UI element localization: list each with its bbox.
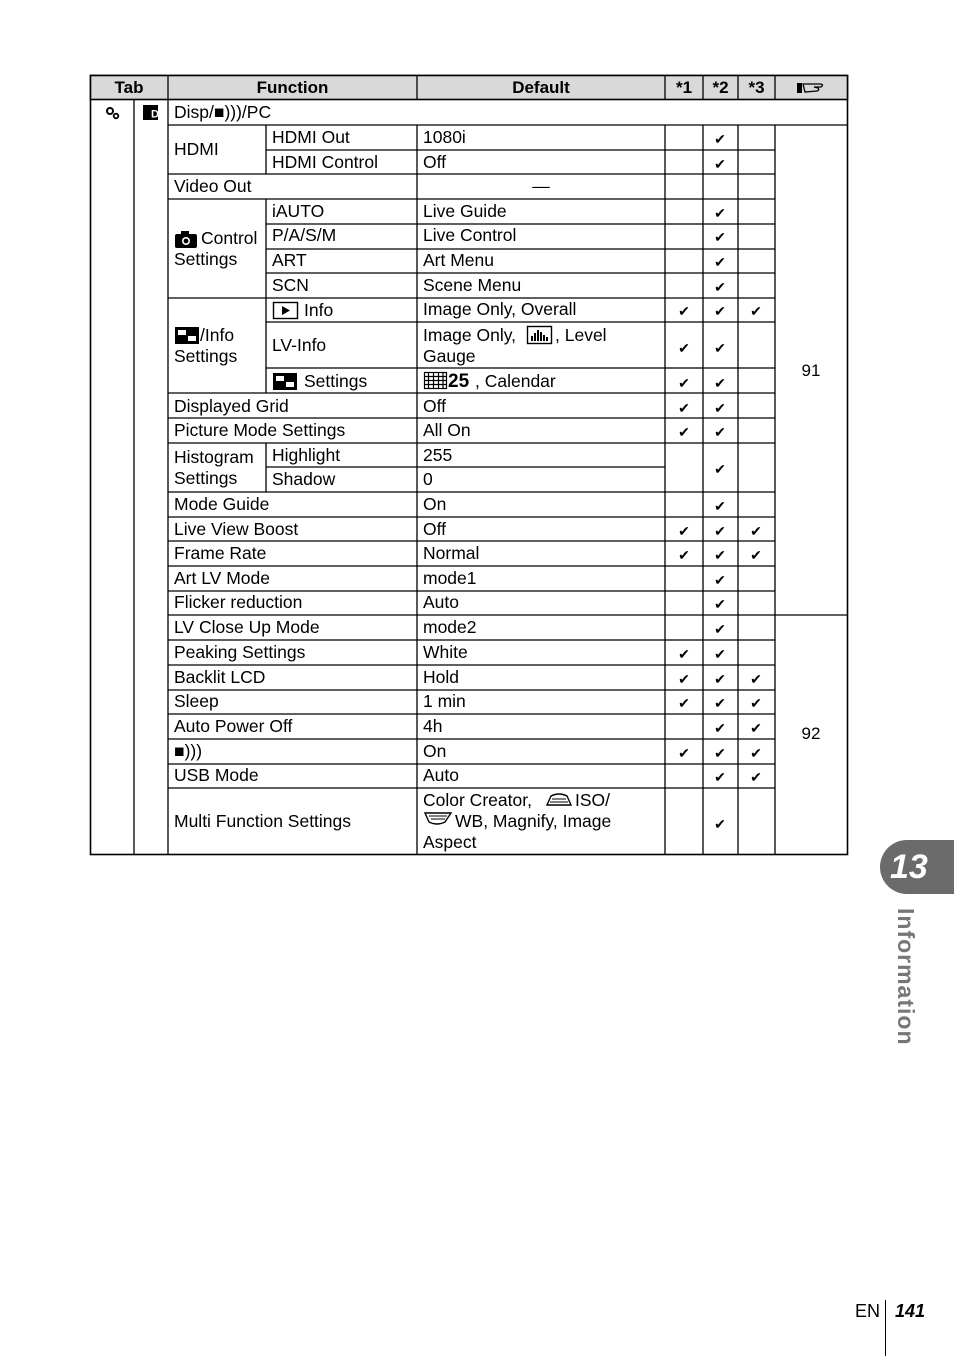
def-multi-d: Aspect bbox=[423, 832, 477, 852]
header-default: Default bbox=[512, 78, 570, 97]
check-mark: ✔ bbox=[714, 621, 726, 637]
footer-divider bbox=[885, 1300, 886, 1356]
check-mark: ✔ bbox=[678, 745, 690, 761]
fn-frame-rate: Frame Rate bbox=[174, 543, 267, 563]
fn-lv-boost: Live View Boost bbox=[174, 519, 299, 539]
check-mark: ✔ bbox=[714, 254, 726, 270]
fn-pasm: P/A/S/M bbox=[272, 225, 337, 245]
def-art-lv: mode1 bbox=[423, 568, 477, 588]
check-mark: ✔ bbox=[678, 646, 690, 662]
grid-display-icon bbox=[175, 327, 199, 344]
def-backlit: Hold bbox=[423, 667, 459, 687]
def-peaking: White bbox=[423, 642, 468, 662]
def-displayed-grid: Off bbox=[423, 396, 447, 416]
check-mark: ✔ bbox=[714, 671, 726, 687]
chapter-label: Information bbox=[893, 908, 919, 1046]
fn-shadow: Shadow bbox=[272, 469, 336, 489]
check-mark: ✔ bbox=[750, 720, 762, 736]
check-mark: ✔ bbox=[678, 523, 690, 539]
def-picture-mode: All On bbox=[423, 420, 471, 440]
page-ref-91: 91 bbox=[801, 361, 821, 380]
fn-auto-power: Auto Power Off bbox=[174, 716, 293, 736]
check-mark: ✔ bbox=[678, 695, 690, 711]
def-highlight: 255 bbox=[423, 445, 453, 465]
fn-info-group-settings: Settings bbox=[174, 346, 238, 366]
check-mark: ✔ bbox=[678, 340, 690, 356]
check-mark: ✔ bbox=[714, 523, 726, 539]
custom-menu-gear-icon bbox=[107, 108, 118, 118]
header-col3: *3 bbox=[748, 78, 765, 97]
fn-displayed-grid: Displayed Grid bbox=[174, 396, 289, 416]
check-mark: ✔ bbox=[714, 745, 726, 761]
submenu-d-icon bbox=[143, 105, 159, 121]
svg-text:D: D bbox=[151, 108, 159, 121]
fn-art-lv: Art LV Mode bbox=[174, 568, 270, 588]
def-hdmi-out: 1080i bbox=[423, 127, 466, 147]
check-mark: ✔ bbox=[714, 279, 726, 295]
fn-iauto: iAUTO bbox=[272, 201, 325, 221]
page-ref-92: 92 bbox=[801, 724, 821, 743]
fn-peaking: Peaking Settings bbox=[174, 642, 306, 662]
fn-control-settings: Settings bbox=[174, 249, 238, 269]
def-auto-power: 4h bbox=[423, 716, 443, 736]
def-sound: On bbox=[423, 741, 447, 761]
camera-icon bbox=[175, 231, 197, 248]
check-mark: ✔ bbox=[714, 375, 726, 391]
fn-backlit: Backlit LCD bbox=[174, 667, 266, 687]
fn-hdmi-control: HDMI Control bbox=[272, 152, 378, 172]
def-multi-c: WB, Magnify, Image bbox=[455, 811, 612, 831]
header-col1: *1 bbox=[675, 78, 693, 97]
fn-control: Control bbox=[201, 228, 258, 248]
check-mark: ✔ bbox=[750, 671, 762, 687]
header-col2: *2 bbox=[712, 78, 729, 97]
fn-lv-closeup: LV Close Up Mode bbox=[174, 617, 320, 637]
check-mark: ✔ bbox=[714, 816, 726, 832]
fn-sleep: Sleep bbox=[174, 691, 219, 711]
check-mark: ✔ bbox=[714, 769, 726, 785]
fn-grid-settings: Settings bbox=[304, 371, 368, 391]
grid-settings-icon bbox=[273, 373, 297, 390]
fn-picture-mode: Picture Mode Settings bbox=[174, 420, 346, 440]
page-number: 141 bbox=[895, 1301, 926, 1321]
check-mark: ✔ bbox=[750, 695, 762, 711]
def-multi-b: ISO/ bbox=[575, 790, 611, 810]
check-mark: ✔ bbox=[714, 646, 726, 662]
def-lv-info-c: Gauge bbox=[423, 346, 476, 366]
def-scn: Scene Menu bbox=[423, 275, 522, 295]
def-lv-info-a: Image Only, bbox=[423, 325, 517, 345]
check-mark: ✔ bbox=[714, 340, 726, 356]
check-mark: ✔ bbox=[714, 400, 726, 416]
histogram-icon bbox=[528, 327, 552, 344]
check-mark: ✔ bbox=[678, 424, 690, 440]
def-mode-guide: On bbox=[423, 494, 447, 514]
check-mark: ✔ bbox=[714, 205, 726, 221]
def-multi-a: Color Creator, bbox=[423, 790, 532, 810]
check-mark: ✔ bbox=[750, 745, 762, 761]
footer-language: EN bbox=[855, 1301, 881, 1321]
check-mark: ✔ bbox=[750, 523, 762, 539]
check-mark: ✔ bbox=[714, 720, 726, 736]
check-mark: ✔ bbox=[714, 156, 726, 172]
section-title: Disp/■)))/PC bbox=[174, 102, 272, 122]
fn-histogram: Histogram bbox=[174, 447, 254, 467]
def-hdmi-control: Off bbox=[423, 152, 447, 172]
check-mark: ✔ bbox=[714, 461, 726, 477]
rear-dial-icon bbox=[425, 813, 451, 824]
def-pasm: Live Control bbox=[423, 225, 517, 245]
check-mark: ✔ bbox=[714, 229, 726, 245]
def-video-out: — bbox=[532, 176, 550, 196]
playback-icon bbox=[274, 303, 298, 319]
fn-sound: ■))) bbox=[174, 741, 203, 761]
def-frame-rate: Normal bbox=[423, 543, 480, 563]
check-mark: ✔ bbox=[714, 131, 726, 147]
check-mark: ✔ bbox=[750, 303, 762, 319]
fn-histogram-settings: Settings bbox=[174, 468, 238, 488]
fn-multi: Multi Function Settings bbox=[174, 811, 352, 831]
front-dial-icon bbox=[547, 794, 571, 805]
def-grid-settings: , Calendar bbox=[475, 371, 556, 391]
check-mark: ✔ bbox=[714, 303, 726, 319]
def-lv-info-b: , Level bbox=[555, 325, 607, 345]
check-mark: ✔ bbox=[678, 303, 690, 319]
fn-flicker: Flicker reduction bbox=[174, 592, 303, 612]
fn-art: ART bbox=[272, 250, 307, 270]
check-mark: ✔ bbox=[714, 596, 726, 612]
check-mark: ✔ bbox=[714, 498, 726, 514]
fn-hdmi-out: HDMI Out bbox=[272, 127, 350, 147]
check-mark: ✔ bbox=[678, 671, 690, 687]
header-function: Function bbox=[256, 78, 329, 97]
fn-mode-guide: Mode Guide bbox=[174, 494, 270, 514]
fn-hdmi: HDMI bbox=[174, 139, 219, 159]
def-grid-num: 25 bbox=[448, 371, 470, 392]
def-art: Art Menu bbox=[423, 250, 494, 270]
def-shadow: 0 bbox=[423, 469, 433, 489]
check-mark: ✔ bbox=[750, 547, 762, 563]
fn-scn: SCN bbox=[272, 275, 309, 295]
fn-usb: USB Mode bbox=[174, 765, 259, 785]
check-mark: ✔ bbox=[678, 400, 690, 416]
fn-highlight: Highlight bbox=[272, 445, 341, 465]
header-tab: Tab bbox=[114, 78, 144, 97]
check-mark: ✔ bbox=[714, 695, 726, 711]
index-view-icon bbox=[424, 372, 447, 389]
fn-video-out: Video Out bbox=[174, 176, 252, 196]
check-mark: ✔ bbox=[714, 572, 726, 588]
chapter-tab bbox=[880, 840, 954, 894]
def-play-info: Image Only, Overall bbox=[423, 299, 577, 319]
check-mark: ✔ bbox=[750, 769, 762, 785]
chapter-number: 13 bbox=[890, 848, 928, 886]
def-usb: Auto bbox=[423, 765, 459, 785]
def-iauto: Live Guide bbox=[423, 201, 507, 221]
check-mark: ✔ bbox=[714, 547, 726, 563]
def-lv-closeup: mode2 bbox=[423, 617, 477, 637]
check-mark: ✔ bbox=[678, 375, 690, 391]
def-lv-boost: Off bbox=[423, 519, 447, 539]
fn-lv-info: LV-Info bbox=[272, 335, 327, 355]
check-mark: ✔ bbox=[714, 424, 726, 440]
def-sleep: 1 min bbox=[423, 691, 466, 711]
fn-play-info: Info bbox=[304, 300, 334, 320]
check-mark: ✔ bbox=[678, 547, 690, 563]
fn-info-group: /Info bbox=[200, 325, 235, 345]
def-flicker: Auto bbox=[423, 592, 459, 612]
